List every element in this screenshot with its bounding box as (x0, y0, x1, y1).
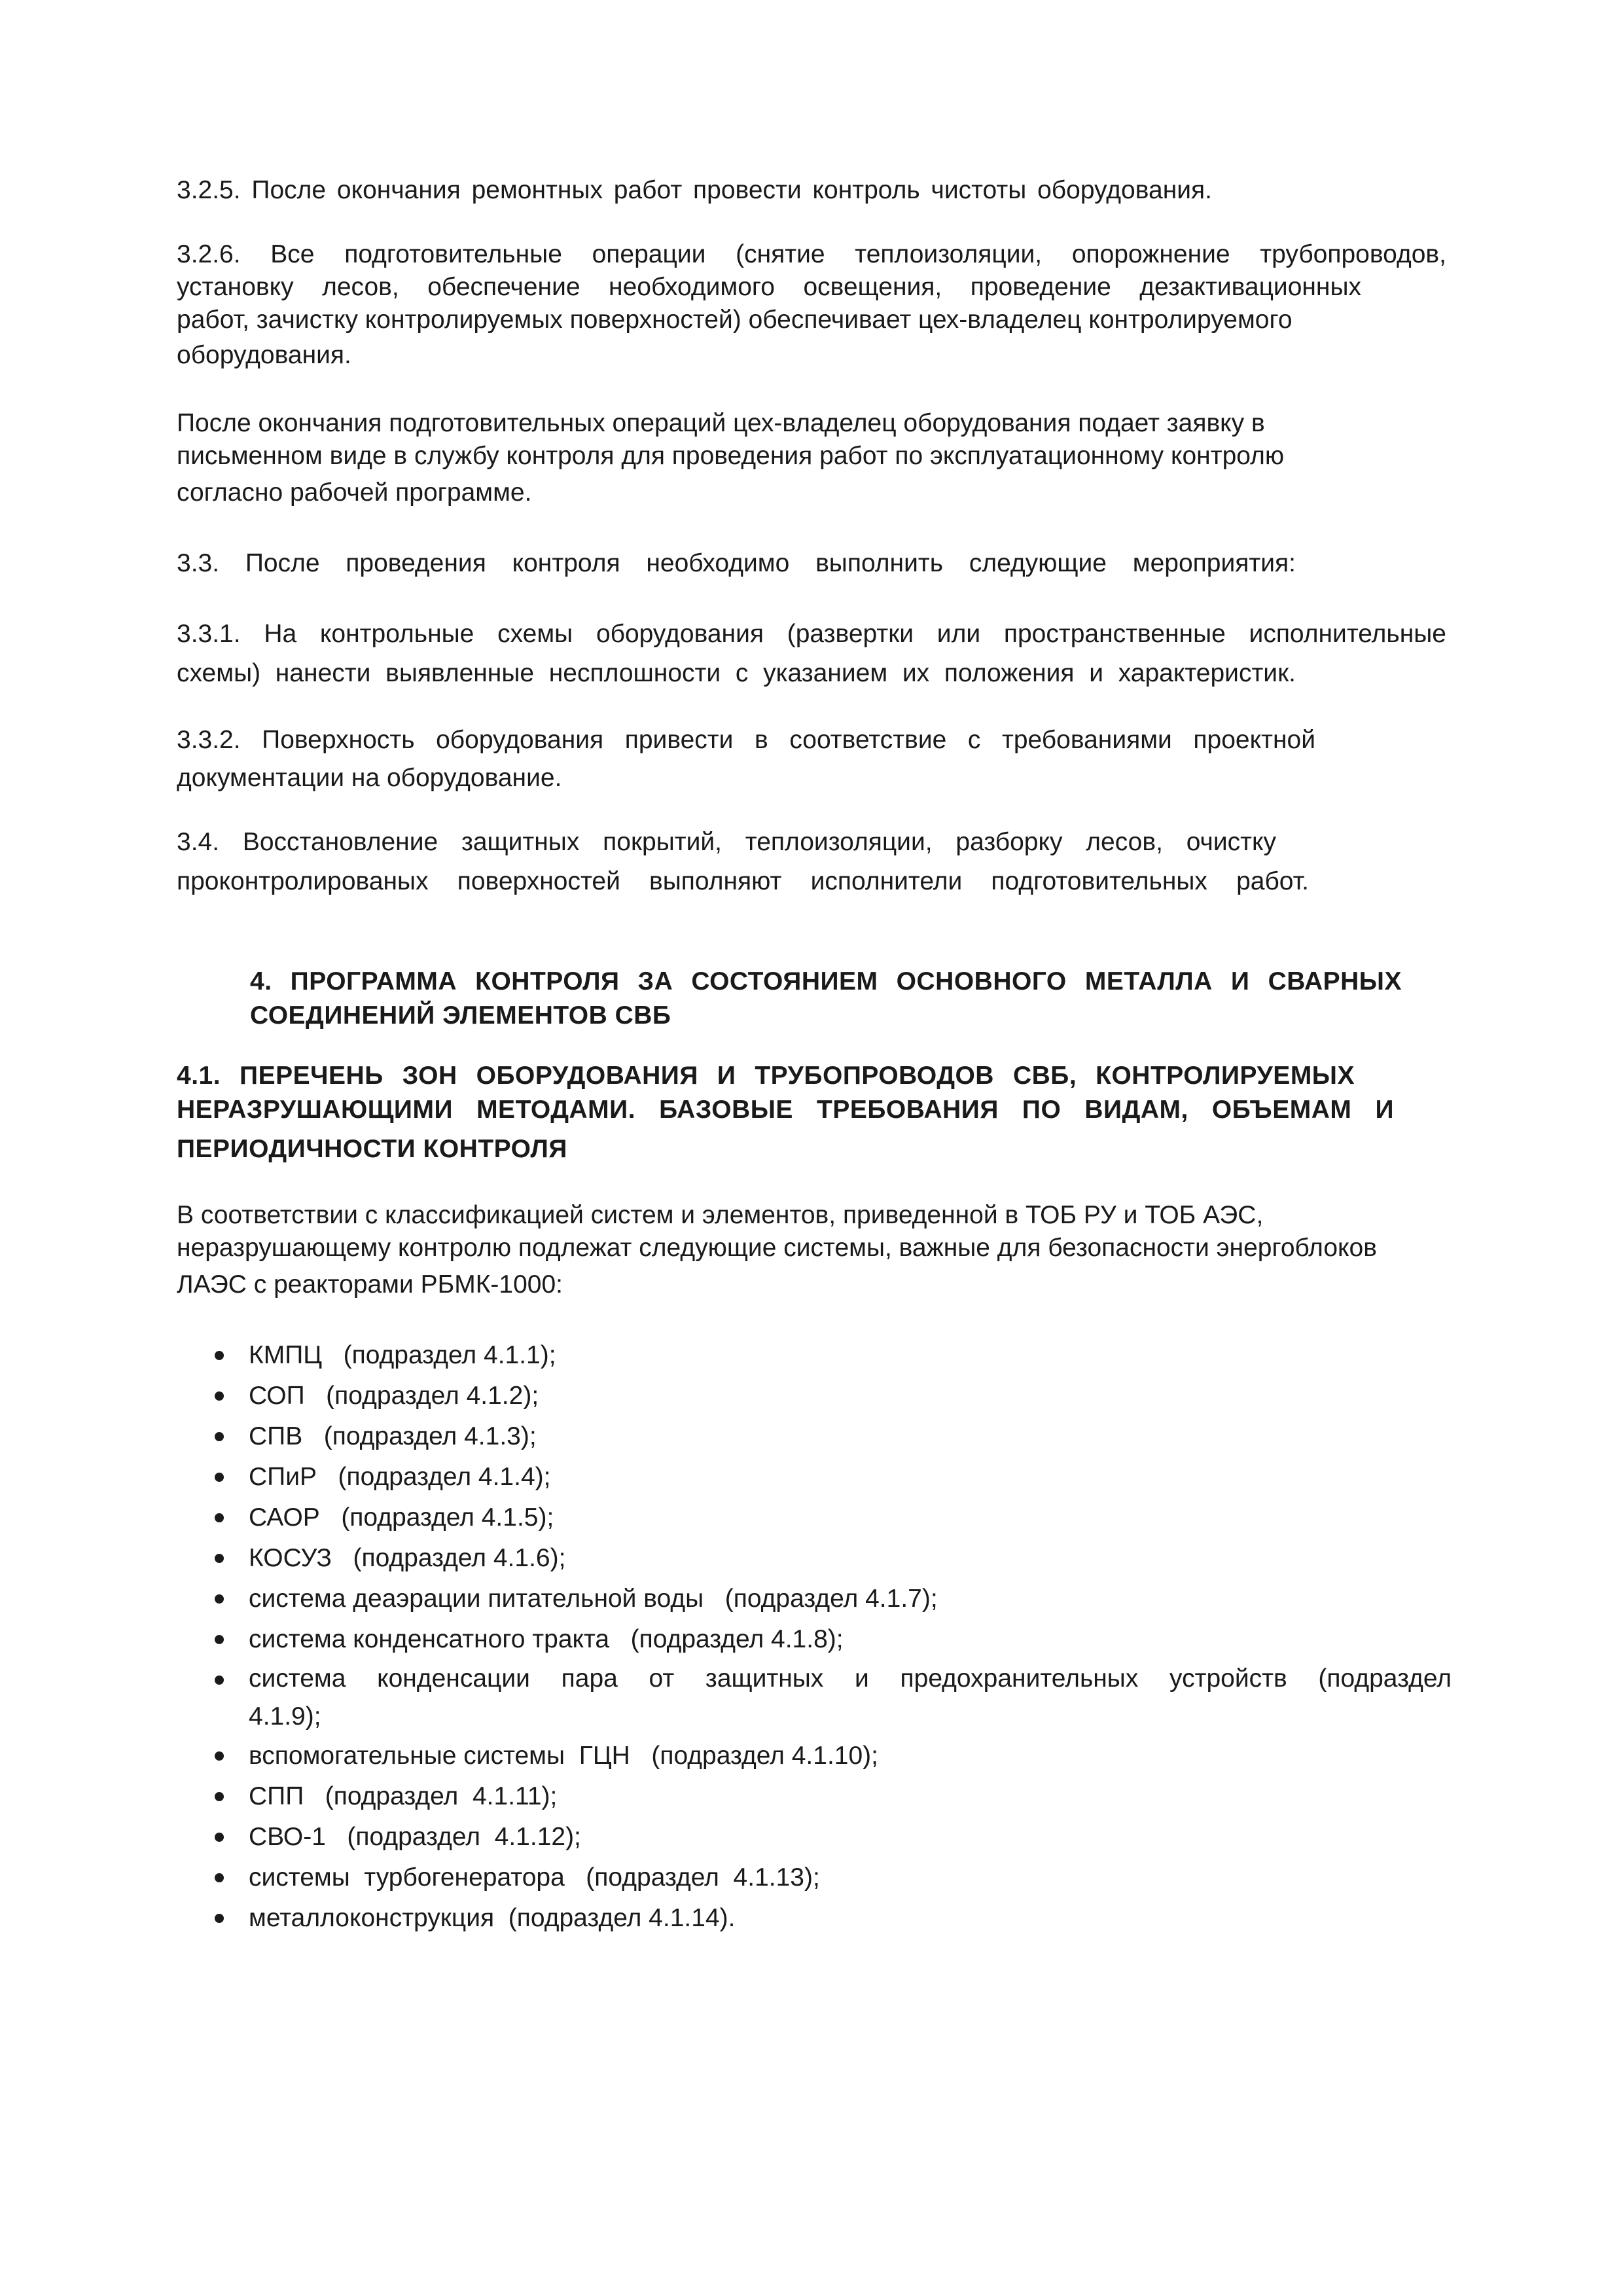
bullet-icon (215, 1391, 224, 1401)
list-item-text: СОП (подраздел 4.1.2); (249, 1382, 539, 1410)
bullet-icon (215, 1554, 224, 1563)
list-item-text: КОСУЗ (подраздел 4.1.6); (249, 1544, 566, 1572)
text-line: проконтролированых поверхностей выполняют исполнители подготовительных работ. (177, 867, 1309, 895)
list-item (208, 1857, 1452, 1898)
list-item (208, 1579, 1452, 1619)
bullet-icon (215, 1833, 224, 1842)
paragraph-request (177, 407, 1446, 509)
list-item (208, 1376, 1452, 1416)
list-item (208, 1736, 1452, 1776)
list-item (208, 1898, 1452, 1939)
list-item (208, 1457, 1452, 1498)
bullet-icon (215, 1351, 224, 1360)
bullet-icon (215, 1635, 224, 1644)
paragraph-intro (177, 1199, 1446, 1301)
heading-line: 4. ПРОГРАММА КОНТРОЛЯ ЗА СОСТОЯНИЕМ ОСНОВНОГО МЕТАЛЛА И СВАРНЫХ (250, 967, 1402, 996)
paragraph-3-3-2 (177, 724, 1446, 795)
list-item-text-continued: 4.1.9); (249, 1702, 321, 1731)
list-item-text: КМПЦ (подраздел 4.1.1); (249, 1341, 556, 1369)
heading-line: 4.1. ПЕРЕЧЕНЬ ЗОН ОБОРУДОВАНИЯ И ТРУБОПРОВОДОВ СВБ, КОНТРОЛИРУЕМЫХ (177, 1062, 1355, 1090)
list-item (208, 1538, 1452, 1579)
list-item (208, 1776, 1452, 1817)
text-line: оборудования. (177, 341, 351, 369)
text-line: письменном виде в службу контроля для проведения работ по эксплуатационному контролю (177, 442, 1285, 470)
bullet-icon (215, 1432, 224, 1441)
list-item-text: вспомогательные системы ГЦН (подраздел 4.1.10); (249, 1742, 878, 1770)
paragraph-3-2-6 (177, 238, 1446, 372)
text-line: ЛАЭС с реакторами РБМК-1000: (177, 1270, 563, 1299)
list-item-text: СПП (подраздел 4.1.11); (249, 1782, 558, 1810)
heading-line: ПЕРИОДИЧНОСТИ КОНТРОЛЯ (177, 1135, 567, 1163)
text-line: После окончания подготовительных операций цех-владелец оборудования подает заявку в (177, 409, 1265, 437)
bullet-icon (215, 1513, 224, 1522)
list-item (208, 1335, 1452, 1376)
paragraph-3-3-1 (177, 618, 1446, 690)
paragraph-3-3 (177, 547, 1446, 580)
text-line: 3.3. После проведения контроля необходимо выполнить следующие мероприятия: (177, 549, 1296, 577)
list-item-text: САОР (подраздел 4.1.5); (249, 1503, 554, 1532)
list-item (208, 1498, 1452, 1538)
list-item-text: система конденсатного тракта (подраздел 4.1.8); (249, 1625, 844, 1653)
heading-line: НЕРАЗРУШАЮЩИМИ МЕТОДАМИ. БАЗОВЫЕ ТРЕБОВАНИЯ ПО ВИДАМ, ОБЪЕМАМ И (177, 1096, 1394, 1124)
text-line: 3.2.5. После окончания ремонтных работ провести контроль чистоты оборудования. (177, 176, 1212, 204)
list-item-text: СПиР (подраздел 4.1.4); (249, 1463, 551, 1491)
list-item-text: система конденсации пара от защитных и предохранительных устройств (подраздел (249, 1664, 1452, 1693)
text-line: 3.4. Восстановление защитных покрытий, теплоизоляции, разборку лесов, очистку (177, 828, 1276, 856)
bullet-icon (215, 1873, 224, 1882)
list-item-text: СПВ (подраздел 4.1.3); (249, 1422, 537, 1450)
list-item-text: СВО-1 (подраздел 4.1.12); (249, 1823, 581, 1851)
section-4-1-heading (177, 1059, 1394, 1166)
list-item (208, 1619, 1452, 1660)
list-item (208, 1817, 1452, 1857)
text-line: установку лесов, обеспечение необходимого освещения, проведение дезактивационных (177, 273, 1361, 301)
list-item-text: система деаэрации питательной воды (подраздел 4.1.7); (249, 1585, 938, 1613)
bullet-icon (215, 1676, 224, 1685)
text-line: 3.2.6. Все подготовительные операции (снятие теплоизоляции, опорожнение трубопроводов, (177, 240, 1446, 268)
bullet-icon (215, 1792, 224, 1801)
paragraph-3-2-5 (177, 174, 1446, 207)
section-4-heading (250, 965, 1402, 1033)
bullet-icon (215, 1473, 224, 1482)
list-item-text: металлоконструкция (подраздел 4.1.14). (249, 1904, 736, 1932)
systems-list (208, 1335, 1452, 1939)
text-line: 3.3.1. На контрольные схемы оборудования (развертки или пространственные исполнительные (177, 620, 1446, 648)
text-line: документации на оборудование. (177, 764, 562, 792)
text-line: 3.3.2. Поверхность оборудования привести в соответствие с требованиями проектной (177, 726, 1315, 754)
text-line: схемы) нанести выявленные несплошности с указанием их положения и характеристик. (177, 659, 1296, 687)
bullet-icon (215, 1594, 224, 1604)
text-line: неразрушающему контролю подлежат следующие системы, важные для безопасности энергоблоков (177, 1234, 1377, 1262)
bullet-icon (215, 1914, 224, 1923)
bullet-icon (215, 1751, 224, 1761)
heading-line: СОЕДИНЕНИЙ ЭЛЕМЕНТОВ СВБ (250, 1001, 671, 1030)
list-item-text: системы турбогенератора (подраздел 4.1.13); (249, 1863, 820, 1892)
text-line: В соответствии с классификацией систем и элементов, приведенной в ТОБ РУ и ТОБ АЭС, (177, 1201, 1264, 1229)
text-line: работ, зачистку контролируемых поверхностей) обеспечивает цех-владелец контролируемого (177, 306, 1293, 334)
list-item (208, 1660, 1452, 1736)
text-line: согласно рабочей программе. (177, 478, 532, 507)
list-item (208, 1416, 1452, 1457)
paragraph-3-4 (177, 826, 1446, 898)
